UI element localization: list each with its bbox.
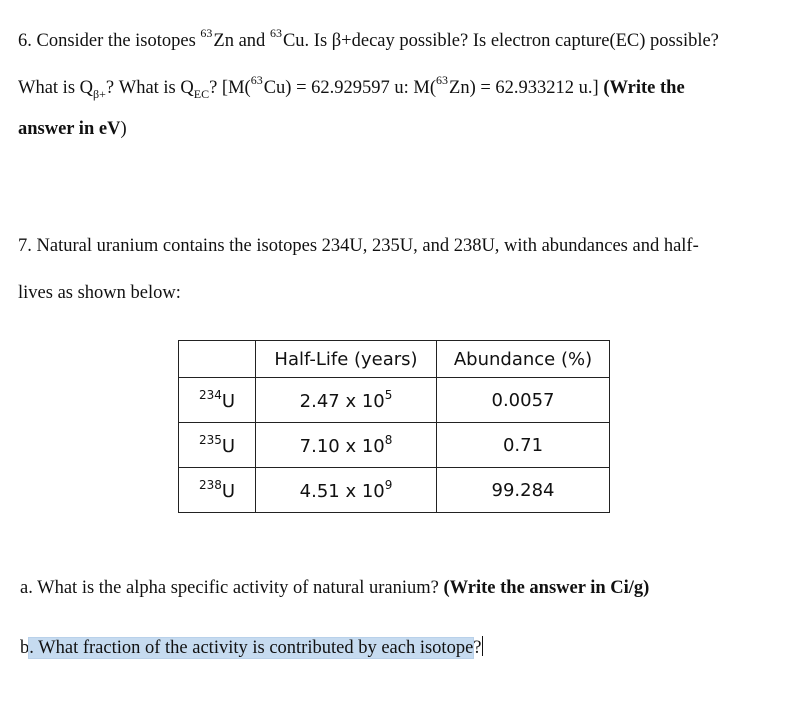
isotope-cell: $^{234}$U	[179, 378, 256, 423]
half-life-cell: 4.51 x $10^9$	[256, 468, 437, 513]
selected-text[interactable]: . What fraction of the activity is contributed by each isotope	[29, 638, 474, 658]
answer-unit-instruction: (Write the answer in Ci/g)	[443, 578, 650, 598]
question-7a: a. What is the alpha specific activity of natural uranium? (Write the answer in Ci/g)	[20, 578, 650, 598]
zn-mass-number: 63	[436, 73, 449, 87]
question-7-line-1: 7. Natural uranium contains the isotopes 234U, 235U, and 238U, with abundances and half-	[18, 236, 699, 256]
text-cursor	[482, 636, 483, 656]
q-ec-subscript: EC	[193, 86, 210, 101]
uranium-isotope-table	[178, 340, 610, 513]
table-row	[179, 468, 610, 513]
question-6-line-3: answer in eV)	[18, 119, 127, 139]
question-6-line-2: What is $Q_{\beta+}$? What is $Q_{EC}$? [M($^{63}$Cu) = 62.929597 u: M($^{63}$Zn) = 62.933212 u.] (Write the	[18, 73, 685, 101]
question-6-line-1: 6. Consider the isotopes $^{63}$Zn and $^{63}$Cu. Is β+decay possible? Is electron capture(EC) possible?	[18, 26, 719, 52]
half-life-cell: 7.10 x $10^8$	[256, 423, 437, 468]
write-instruction: (Write the	[603, 78, 685, 99]
header-cell-isotope	[179, 341, 256, 378]
header-cell-abundance: Abundance (%)	[437, 341, 610, 378]
question-7-line-2: lives as shown below:	[18, 283, 181, 303]
question-7b[interactable]: b. What fraction of the activity is contributed by each isotope?	[20, 638, 482, 658]
half-life-cell: 2.47 x $10^5$	[256, 378, 437, 423]
abundance-cell: 0.71	[437, 423, 610, 468]
abundance-cell: 99.284	[437, 468, 610, 513]
table-row	[179, 423, 610, 468]
isotope-cell: $^{238}$U	[179, 468, 256, 513]
isotope-cell: $^{235}$U	[179, 423, 256, 468]
zn-mass-number: 63	[200, 26, 213, 40]
cu-mass-number: 63	[269, 26, 282, 40]
answer-unit-instruction: answer in eV	[18, 119, 121, 139]
table-header-row	[179, 341, 610, 378]
header-cell-half-life: Half-Life (years)	[256, 341, 437, 378]
cu-mass-number: 63	[250, 73, 263, 87]
table-row	[179, 378, 610, 423]
q-beta-subscript: β+	[93, 86, 106, 101]
abundance-cell: 0.0057	[437, 378, 610, 423]
